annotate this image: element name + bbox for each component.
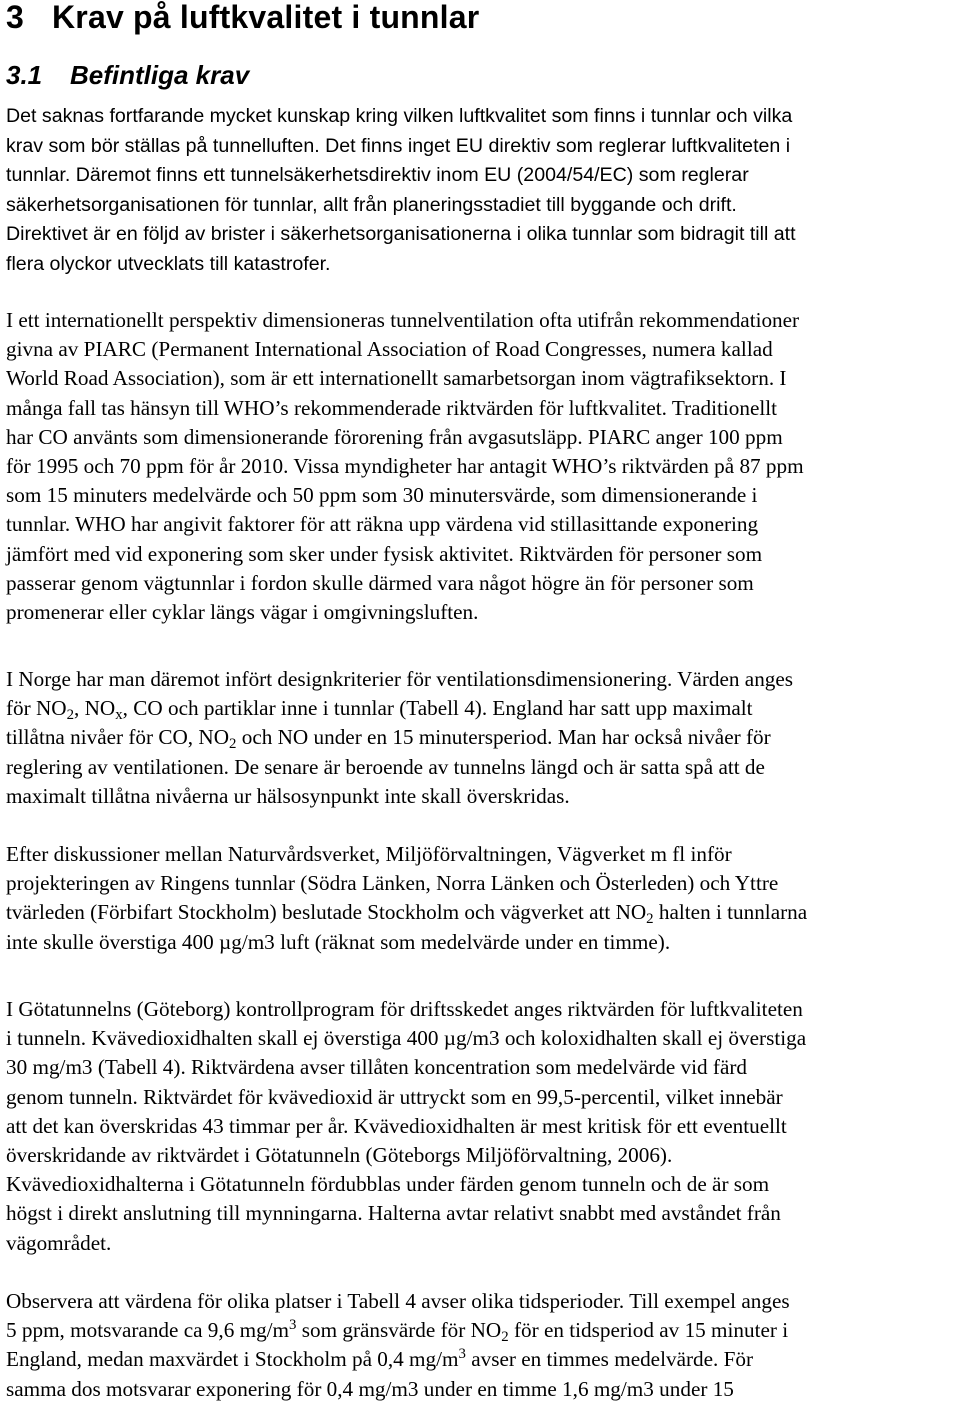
text-line: World Road Association), som är ett internationellt samarbetsorgan inom vägtrafiksektorn. I — [6, 366, 787, 391]
text-line: högst i direkt anslutning till mynningarna. Halterna avtar relativt snabbt med avståndet från — [6, 1201, 781, 1226]
text-line: Efter diskussioner mellan Naturvårdsverket, Miljöförvaltningen, Vägverket m fl inför — [6, 842, 732, 866]
text-line: säkerhetsorganisationen för tunnlar, allt från planeringsstadiet till byggande och drift. — [6, 193, 737, 216]
section-number: 3 — [6, 0, 24, 35]
text-line: samma dos motsvarar exponering för 0,4 mg/m3 under en timme 1,6 mg/m3 under 15 — [6, 1376, 734, 1401]
text-line: i tunneln. Kvävedioxidhalten skall ej överstiga 400 µg/m3 och koloxidhalten skall ej överstiga — [6, 1026, 807, 1051]
paragraph-stockholm — [6, 840, 956, 957]
text-line: vägområdet. — [6, 1230, 112, 1255]
text-line: passerar genom vägtunnlar i fordon skulle därmed vara något högre än för personer som — [6, 570, 754, 595]
text-line: Kvävedioxidhalterna i Götatunneln fördubblas under färden genom tunneln och de är som — [6, 1172, 770, 1197]
text-line: I Götatunnelns (Göteborg) kontrollprogram för driftsskedet anges riktvärden för luftkvaliteten — [6, 997, 803, 1021]
text-line: många fall tas hänsyn till WHO’s rekommenderade riktvärden för luftkvalitet. Traditionellt — [6, 395, 778, 420]
text-line: för 1995 och 70 ppm för år 2010. Vissa myndigheter har antagit WHO’s riktvärden på 87 ppm — [6, 454, 804, 479]
text-line: promenerar eller cyklar längs vägar i omgivningsluften. — [6, 600, 479, 625]
text-line: England, medan maxvärdet i Stockholm på 0,4 $mg/m^3$ avser en timmes medelvärde. För — [6, 1346, 754, 1372]
section-heading — [6, 0, 479, 36]
subsection-heading — [6, 60, 249, 91]
text-line: har CO använts som dimensionerande förorening från avgasutsläpp. PIARC anger 100 ppm — [6, 424, 783, 449]
text-line: 30 mg/m3 (Tabell 4). Riktvärdena avser tillåten koncentration som medelvärde vid färd — [6, 1055, 748, 1080]
text-line: genom tunneln. Riktvärdet för kvävedioxid är uttryckt som en 99,5-percentil, vilket innebär — [6, 1084, 783, 1109]
text-line: givna av PIARC (Permanent International Association of Road Congresses, numera kallad — [6, 337, 773, 362]
text-line: projekteringen av Ringens tunnlar (Södra Länken, Norra Länken och Österleden) och Yttre — [6, 871, 779, 896]
text-line: 5 ppm, motsvarande ca 9,6 $mg/m^3$ som gränsvärde för $NO_2$ för en tidsperiod av 15 minuter i — [6, 1317, 789, 1346]
subsection-title: Befintliga krav — [70, 60, 250, 90]
text-line: jämfört med vid exponering som sker under fysisk aktivitet. Riktvärden för personer som — [6, 541, 763, 566]
paragraph-gotatunnel — [6, 995, 956, 1258]
text-line: inte skulle överstiga 400 µg/m3 luft (räknat som medelvärde under en timme). — [6, 929, 671, 954]
subsection-number: 3.1 — [6, 60, 43, 90]
text-line: som 15 minuters medelvärde och 50 ppm som 30 minutersvärde, som dimensionerande i — [6, 483, 758, 508]
text-line: tvärleden (Förbifart Stockholm) beslutade Stockholm och vägverket att $NO_2$ halten i tunnlarna — [6, 900, 808, 928]
paragraph-observera — [6, 1287, 956, 1404]
text-line: för $NO_2$, $NO_x$, CO och partiklar inne i tunnlar (Tabell 4). England har satt upp maximalt — [6, 696, 753, 724]
text-line: att det kan överskridas 43 timmar per år. Kvävedioxidhalten är mest kritisk för ett eventuellt — [6, 1113, 787, 1138]
text-line: I Norge har man däremot infört designkriterier för ventilationsdimensionering. Värden anges — [6, 667, 794, 691]
text-line: tillåtna nivåer för CO, $NO_2$ och NO under en 15 minutersperiod. Man har också nivåer för — [6, 725, 771, 753]
text-line: flera olyckor utvecklats till katastrofer. — [6, 252, 331, 275]
text-line: maximalt tillåtna nivåerna ur hälsosynpunkt inte skall överskridas. — [6, 783, 570, 808]
text-line: Direktivet är en följd av brister i säkerhetsorganisationerna i olika tunnlar som bidragit till att — [6, 223, 796, 245]
text-line: I ett internationellt perspektiv dimensioneras tunnelventilation ofta utifrån rekommendationer — [6, 308, 800, 332]
text-line: krav som bör ställas på tunnelluften. Det finns inget EU direktiv som reglerar luftkvaliteten i — [6, 134, 791, 157]
text-line: tunnlar. WHO har angivit faktorer för att räkna upp värdena vid stillasittande exponering — [6, 512, 759, 537]
text-line: Det saknas fortfarande mycket kunskap kring vilken luftkvalitet som finns i tunnlar och vilka — [6, 105, 793, 127]
paragraph-norway — [6, 665, 956, 811]
section-title: Krav på luftkvalitet i tunnlar — [52, 0, 480, 35]
text-line: tunnlar. Däremot finns ett tunnelsäkerhetsdirektiv inom EU (2004/54/EC) som reglerar — [6, 164, 749, 186]
paragraph-international — [6, 306, 956, 627]
paragraph-intro — [6, 102, 956, 279]
text-line: reglering av ventilationen. De senare är beroende av tunnelns längd och är satta spå att de — [6, 754, 765, 779]
text-line: överskridande av riktvärdet i Götatunneln (Göteborgs Miljöförvaltning, 2006). — [6, 1143, 673, 1168]
text-line: Observera att värdena för olika platser i Tabell 4 avser olika tidsperioder. Till exempel anges — [6, 1289, 790, 1313]
